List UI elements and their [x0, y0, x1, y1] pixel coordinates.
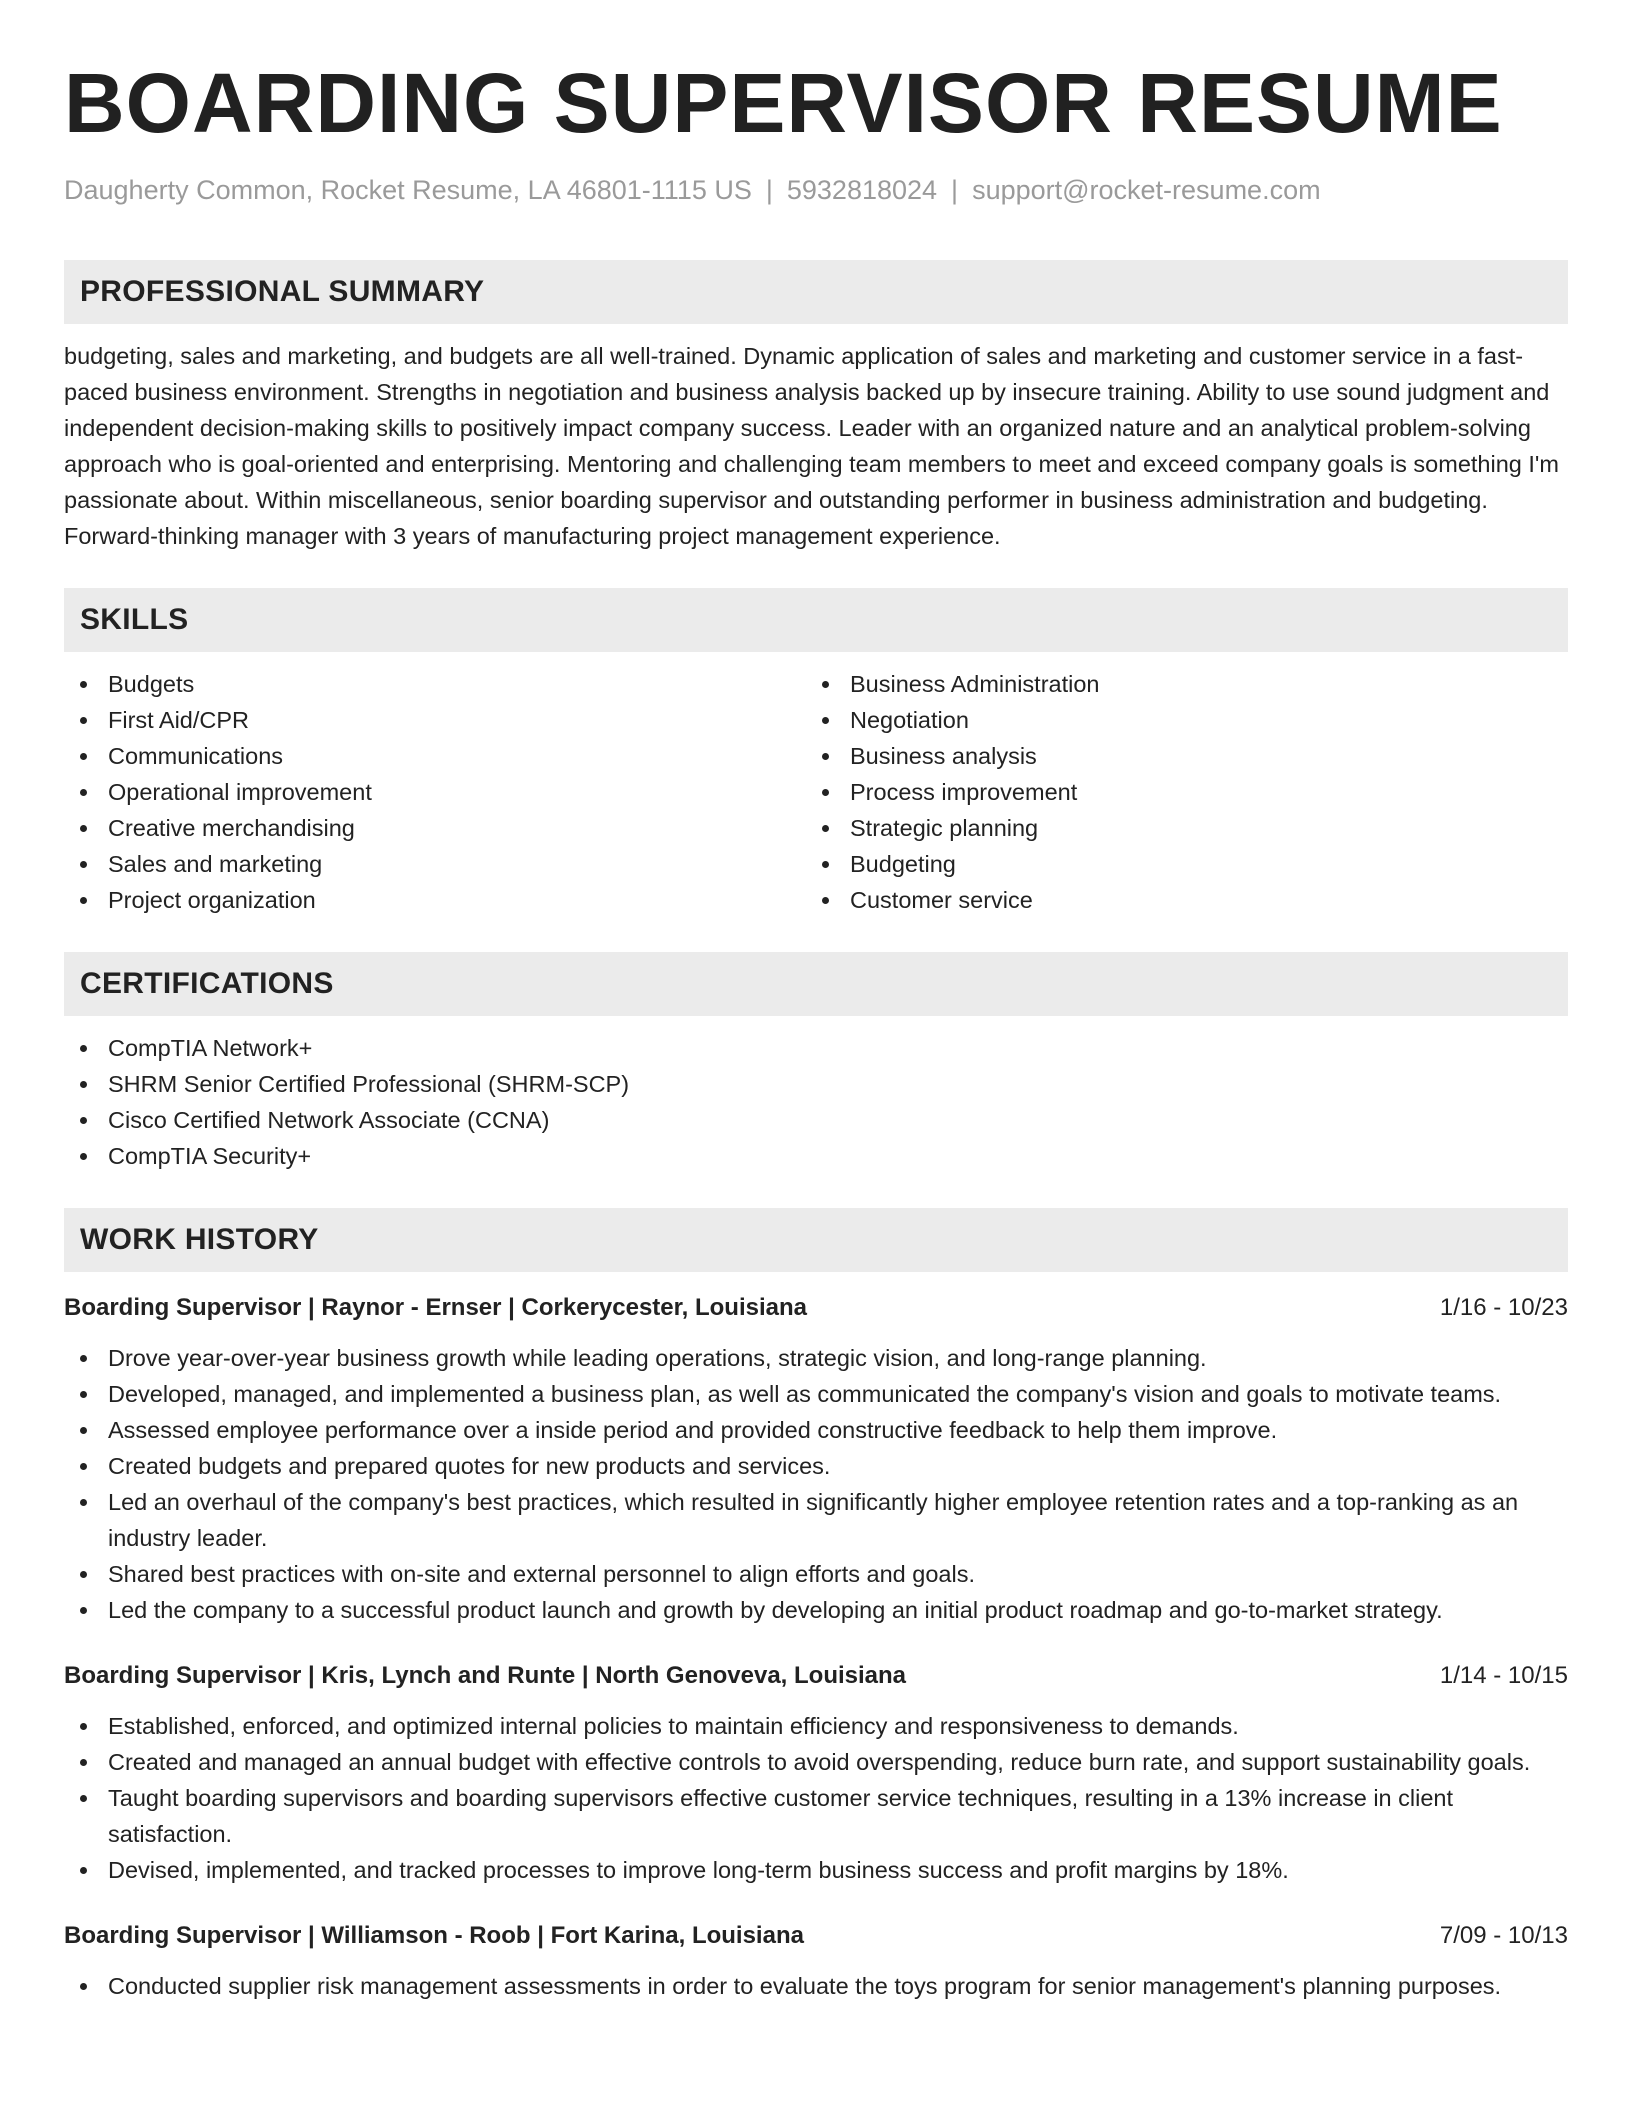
summary-text: budgeting, sales and marketing, and budgets are all well-trained. Dynamic application of sales and marketing and customer service in a fast-paced business environment. Strengths in negotiation and business analysis backed up by insecure training. Ability to use sound judgment and independent decision-making skills to positively impact company success. Leader with an organized nature and an analytical problem-solving approach who is goal-oriented and enterprising. Mentoring and challenging team members to meet and exceed company goals is something I'm passionate about. Within miscellaneous, senior boarding supervisor and outstanding performer in business administration and budgeting. Forward-thinking manager with 3 years of manufacturing project management experience.: [64, 343, 1559, 549]
job-bullet: Assessed employee performance over a inside period and provided constructive feedback to help them improve.: [64, 1412, 1568, 1448]
skill-item: Business Administration: [806, 666, 1548, 702]
certification-item: Cisco Certified Network Associate (CCNA): [64, 1102, 1568, 1138]
skill-item: Project organization: [64, 882, 806, 918]
job-bullets: [64, 1968, 1568, 2004]
job-dates: 1/14 - 10/15: [1439, 1662, 1568, 1689]
job-bullet: Developed, managed, and implemented a business plan, as well as communicated the company's vision and goals to motivate teams.: [64, 1376, 1568, 1412]
certification-item: CompTIA Security+: [64, 1138, 1568, 1174]
job-bullet: Led an overhaul of the company's best practices, which resulted in significantly higher employee retention rates and a top-ranking as an industry leader.: [64, 1484, 1568, 1556]
job-title: Boarding Supervisor | Williamson - Roob | Fort Karina, Louisiana: [64, 1922, 804, 1949]
skill-item: Strategic planning: [806, 810, 1548, 846]
skill-item: Customer service: [806, 882, 1548, 918]
job-title: Boarding Supervisor | Raynor - Ernser | Corkerycester, Louisiana: [64, 1294, 808, 1321]
skill-item: Business analysis: [806, 738, 1548, 774]
job-bullets: [64, 1340, 1568, 1628]
certifications-heading: CERTIFICATIONS: [64, 952, 1568, 1016]
certification-item: CompTIA Network+: [64, 1030, 1568, 1066]
contact-line: [64, 170, 1568, 210]
job-bullet: Established, enforced, and optimized internal policies to maintain efficiency and responsiveness to demands.: [64, 1708, 1568, 1744]
skills-heading: SKILLS: [64, 588, 1568, 652]
job-header: [64, 1658, 1568, 1694]
resume-title: BOARDING SUPERVISOR RESUME: [64, 56, 1503, 150]
job-entry: [64, 1290, 1568, 1628]
job-bullet: Taught boarding supervisors and boarding supervisors effective customer service techniques, resulting in a 13% increase in client satisfaction.: [64, 1780, 1568, 1852]
resume-page: [64, 48, 1568, 2004]
job-header: [64, 1290, 1568, 1326]
skills-right-list: [806, 666, 1548, 918]
contact-phone: 5932818024: [786, 175, 938, 205]
job-bullet: Led the company to a successful product launch and growth by developing an initial product roadmap and go-to-market strategy.: [64, 1592, 1568, 1628]
work-history-heading: WORK HISTORY: [64, 1208, 1568, 1272]
job-entry: [64, 1918, 1568, 2004]
certification-item: SHRM Senior Certified Professional (SHRM-SCP): [64, 1066, 1568, 1102]
certifications-list: [64, 1030, 1568, 1174]
skill-item: Negotiation: [806, 702, 1548, 738]
job-title: Boarding Supervisor | Kris, Lynch and Runte | North Genoveva, Louisiana: [64, 1662, 907, 1689]
summary-heading: PROFESSIONAL SUMMARY: [64, 260, 1568, 324]
skill-item: Creative merchandising: [64, 810, 806, 846]
job-header: [64, 1918, 1568, 1954]
job-bullet: Created budgets and prepared quotes for new products and services.: [64, 1448, 1568, 1484]
skill-item: Process improvement: [806, 774, 1548, 810]
contact-separator: |: [765, 175, 773, 205]
job-bullet: Drove year-over-year business growth while leading operations, strategic vision, and long-range planning.: [64, 1340, 1568, 1376]
skill-item: Sales and marketing: [64, 846, 806, 882]
skill-item: Budgeting: [806, 846, 1548, 882]
skills-grid: [64, 666, 1568, 918]
skill-item: First Aid/CPR: [64, 702, 806, 738]
skill-item: Communications: [64, 738, 806, 774]
job-bullet: Created and managed an annual budget with effective controls to avoid overspending, reduce burn rate, and support sustainability goals.: [64, 1744, 1568, 1780]
job-bullet: Shared best practices with on-site and external personnel to align efforts and goals.: [64, 1556, 1568, 1592]
skill-item: Budgets: [64, 666, 806, 702]
job-bullet: Conducted supplier risk management assessments in order to evaluate the toys program for senior management's planning purposes.: [64, 1968, 1568, 2004]
contact-separator: |: [951, 175, 959, 205]
job-bullets: [64, 1708, 1568, 1888]
skills-left-list: [64, 666, 806, 918]
job-entry: [64, 1658, 1568, 1888]
job-bullet: Devised, implemented, and tracked processes to improve long-term business success and profit margins by 18%.: [64, 1852, 1568, 1888]
contact-address: Daugherty Common, Rocket Resume, LA 46801-1115 US: [64, 175, 752, 205]
job-dates: 1/16 - 10/23: [1439, 1294, 1568, 1321]
skill-item: Operational improvement: [64, 774, 806, 810]
contact-email: support@rocket-resume.com: [972, 175, 1321, 205]
job-dates: 7/09 - 10/13: [1439, 1922, 1568, 1949]
